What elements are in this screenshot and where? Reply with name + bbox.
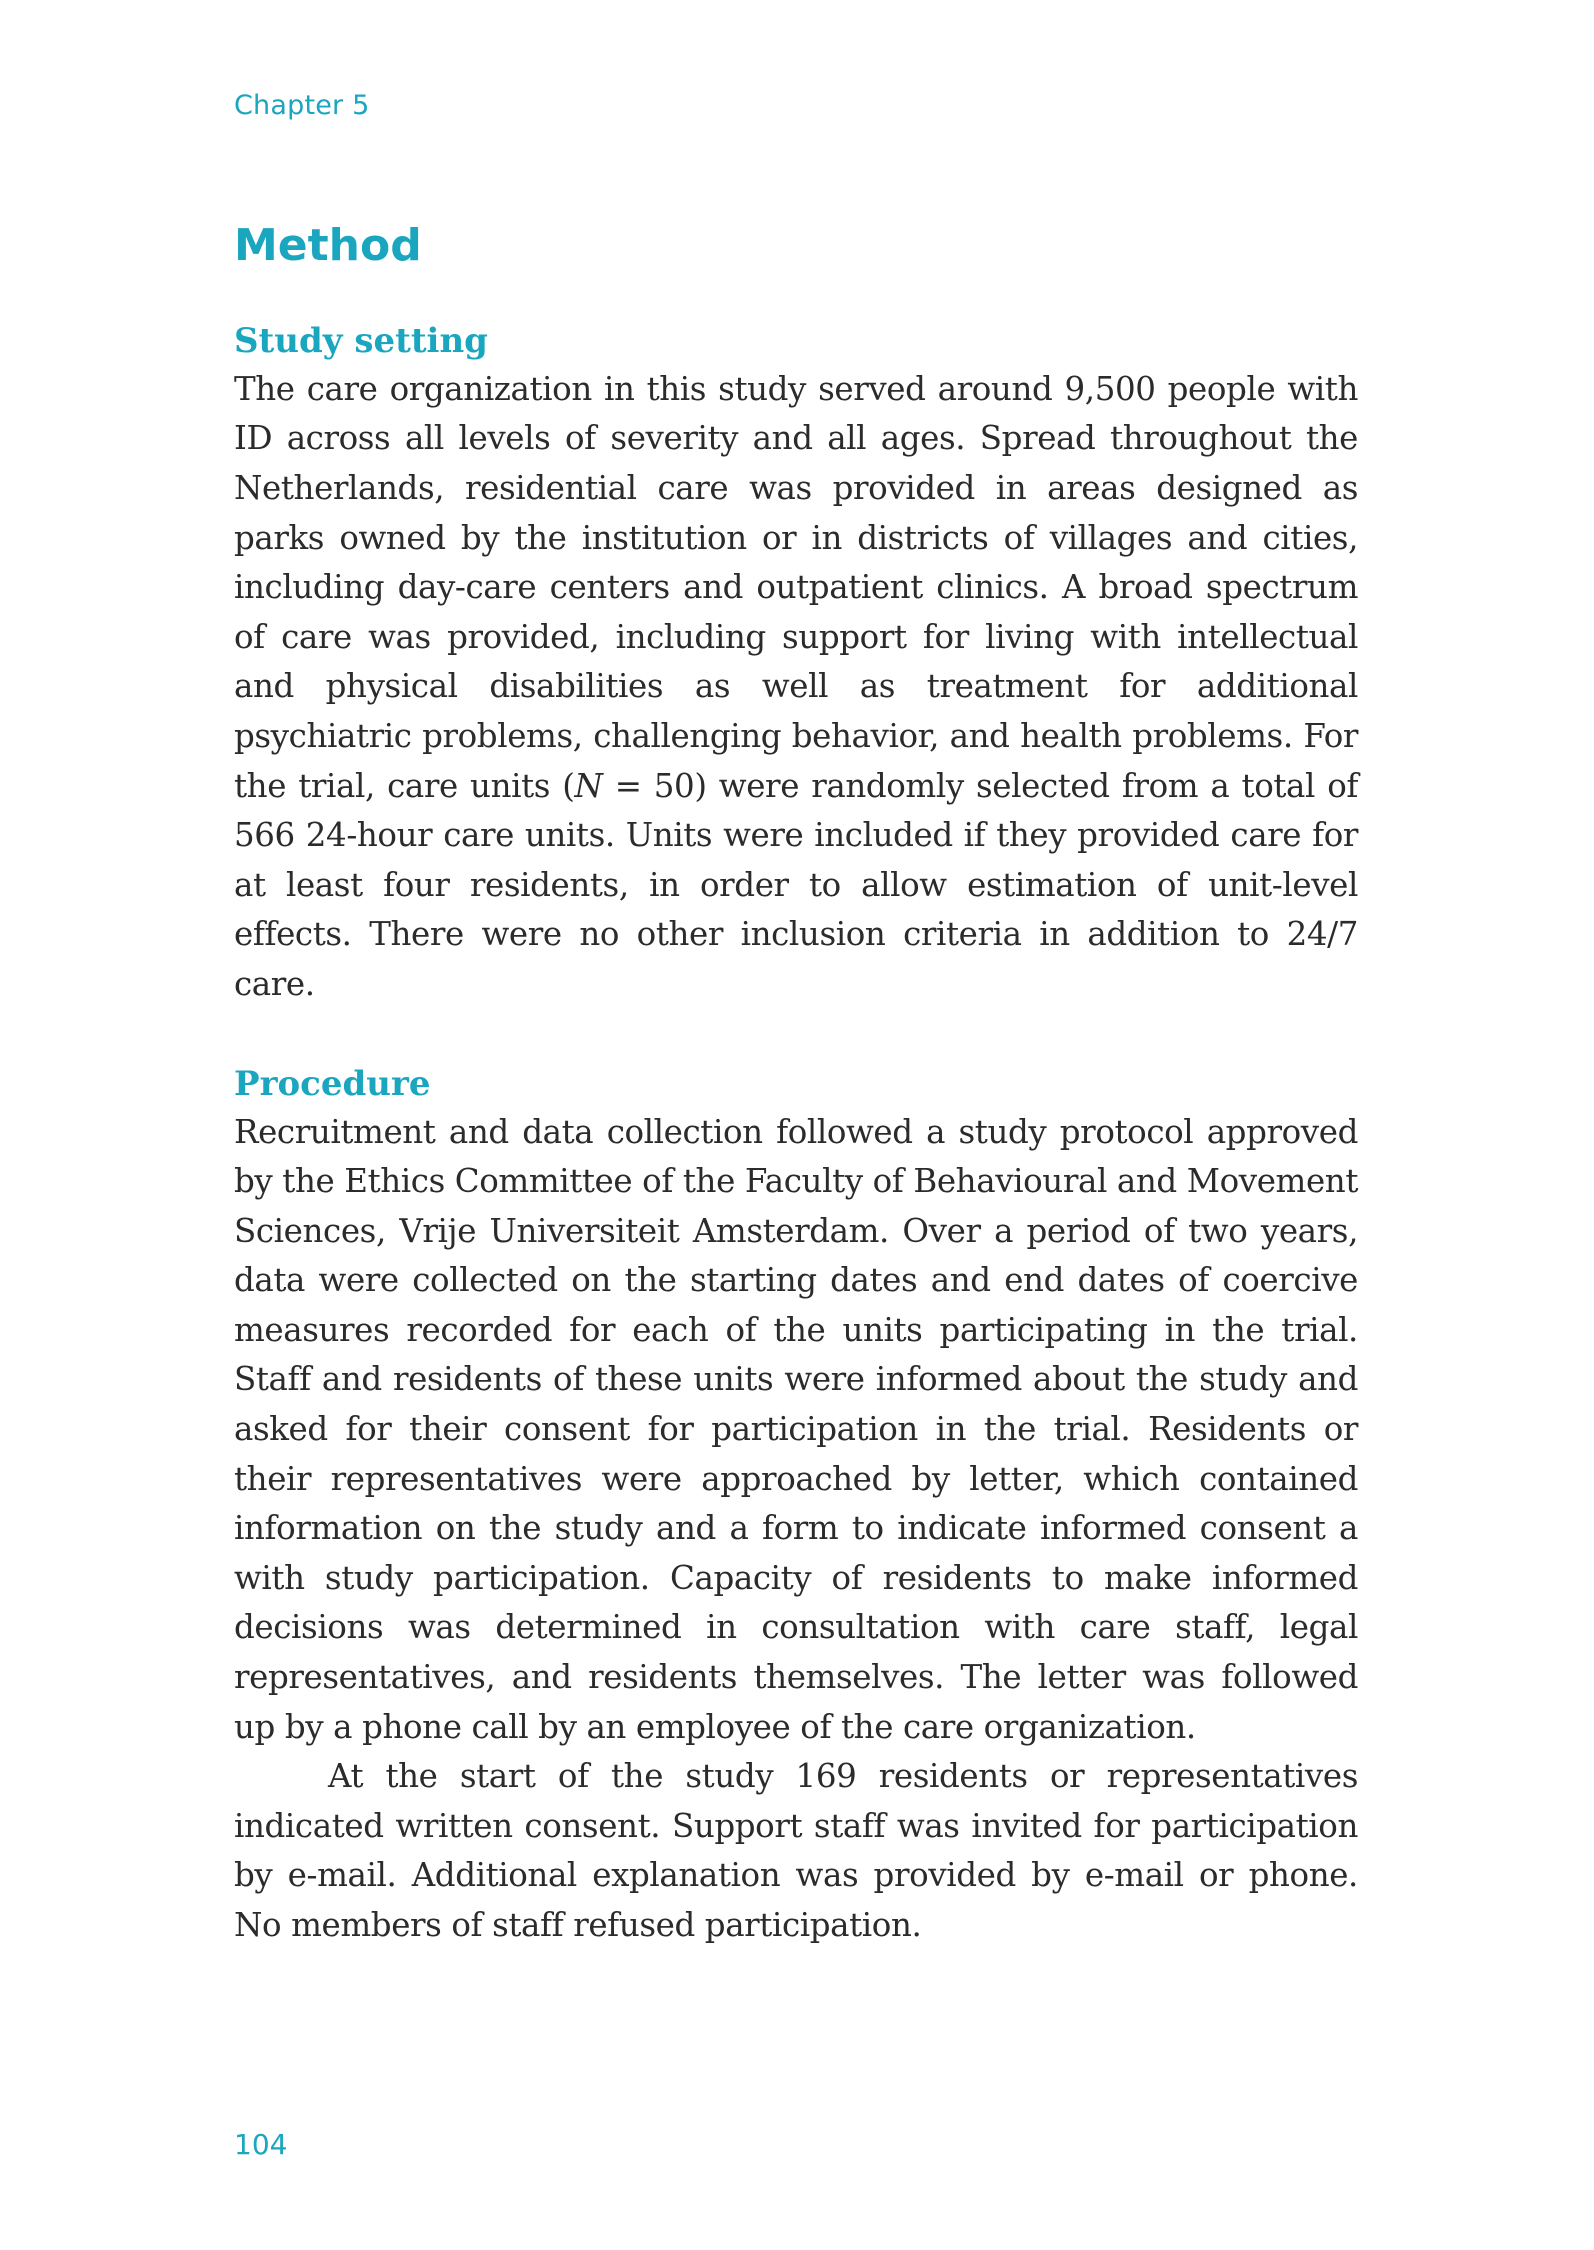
main-content: [234, 220, 1358, 1951]
study-setting-text-part-2: = 50) were randomly selected from a total of 566 24-hour care units. Units were included if they provided care for at least four residents, in order to allow estimation of unit-level effects. There were no other inclusion criteria in addition to 24/7 care.: [234, 766, 1358, 1003]
section-title: Method: [234, 220, 422, 271]
study-setting-heading: Study setting: [234, 320, 488, 361]
n-symbol: N: [574, 766, 603, 805]
study-setting-section: [234, 317, 1358, 1010]
procedure-heading: Procedure: [234, 1063, 431, 1104]
study-setting-text-part-1: The care organization in this study served around 9,500 people with ID across all levels of severity and all ages. Spread throughout the Netherlands, residential care was provided in areas designed as parks owned by the institution or in districts of villages and cities, including day-care centers and outpatient clinics. A broad spectrum of care was provided, including support for living with intellectual and physical disabilities as well as treatment for additional psychiatric problems, challenging behavior, and health problems. For the trial, care units (: [234, 369, 1358, 805]
study-setting-paragraph: [234, 365, 1358, 1010]
procedure-section: [234, 1060, 1358, 1951]
procedure-paragraph-1: Recruitment and data collection followed a study protocol approved by the Ethics Committee of the Faculty of Behavioural and Movement Sciences, Vrije Universiteit Amsterdam. Over a period of two years, data were collected on the starting dates and end dates of coercive measures recorded for each of the units participating in the trial. Staff and residents of these units were informed about the study and asked for their consent for participation in the trial. Residents or their representatives were approached by letter, which contained information on the study and a form to indicate informed consent a with study participation. Capacity of residents to make informed decisions was determined in consultation with care staff, legal representatives, and residents themselves. The letter was followed up by a phone call by an employee of the care organization.: [234, 1112, 1359, 1746]
section-spacer: [234, 1010, 1358, 1060]
procedure-paragraph-2: At the start of the study 169 residents or representatives indicated written consent. Support staff was invited for participation by e-mail. Additional explanation was provided by e-mail or phone. No members of staff refused participation.: [234, 1757, 1358, 1945]
page-number: 104: [234, 2128, 288, 2161]
running-header-chapter: Chapter 5: [234, 90, 370, 121]
